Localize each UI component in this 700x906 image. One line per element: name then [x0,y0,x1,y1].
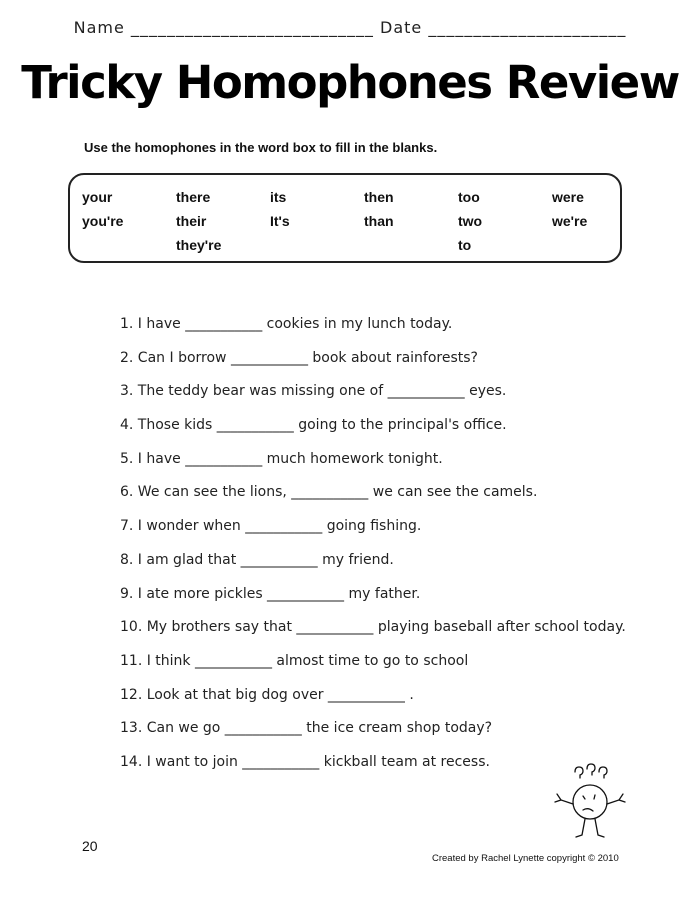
word: to [458,237,472,253]
word: its [270,189,287,205]
word: their [176,213,207,229]
question-item: 1. I have ___________ cookies in my lunch today. [120,316,453,332]
question-list [120,314,626,786]
copyright-notice: Created by Rachel Lynette copyright © 2010 [432,853,619,864]
question-item: 4. Those kids ___________ going to the principal's office. [120,417,507,434]
question-item: 2. Can I borrow ___________ book about rainforests? [120,349,478,366]
word: there [176,189,211,205]
question-item: 5. I have ___________ much homework tonight. [120,450,443,467]
word-box [68,173,622,263]
instructions: Use the homophones in the word box to fill in the blanks. [84,140,438,155]
word: two [458,213,483,229]
question-item: 6. We can see the lions, ___________ we can see the camels. [120,484,538,501]
question-item: 8. I am glad that ___________ my friend. [120,551,394,568]
question-item: 14. I want to join ___________ kickball team at recess. [120,753,490,770]
worksheet-title: Tricky Homophones Review [21,56,679,109]
question-item: 13. Can we go ___________ the ice cream shop today? [120,720,493,737]
word-column [176,185,221,257]
word: than [364,213,394,229]
word: too [458,189,480,205]
word: they're [176,237,222,253]
word-column [552,185,587,233]
word: your [82,189,113,205]
question-item: 11. I think ___________ almost time to go to school [120,652,469,669]
confused-face-doodle-icon [545,760,635,850]
question-item: 10. My brothers say that ___________ playing baseball after school today. [120,619,626,636]
question-item: 7. I wonder when ___________ going fishing. [120,518,422,535]
word: were [552,189,584,205]
page-number: 20 [82,838,98,854]
word-column [270,185,290,233]
word-column [458,185,482,257]
word: It's [270,213,290,229]
word: you're [82,213,124,229]
question-item: 3. The teddy bear was missing one of ___________ eyes. [120,383,507,400]
word-column [364,185,394,233]
name-date-line: Name ___________________________ Date ______________________ [73,18,627,37]
question-item: 9. I ate more pickles ___________ my father. [120,585,421,602]
question-item: 12. Look at that big dog over ___________ . [120,686,414,703]
word-column [82,185,123,233]
word: then [364,189,394,205]
word: we're [552,213,588,229]
